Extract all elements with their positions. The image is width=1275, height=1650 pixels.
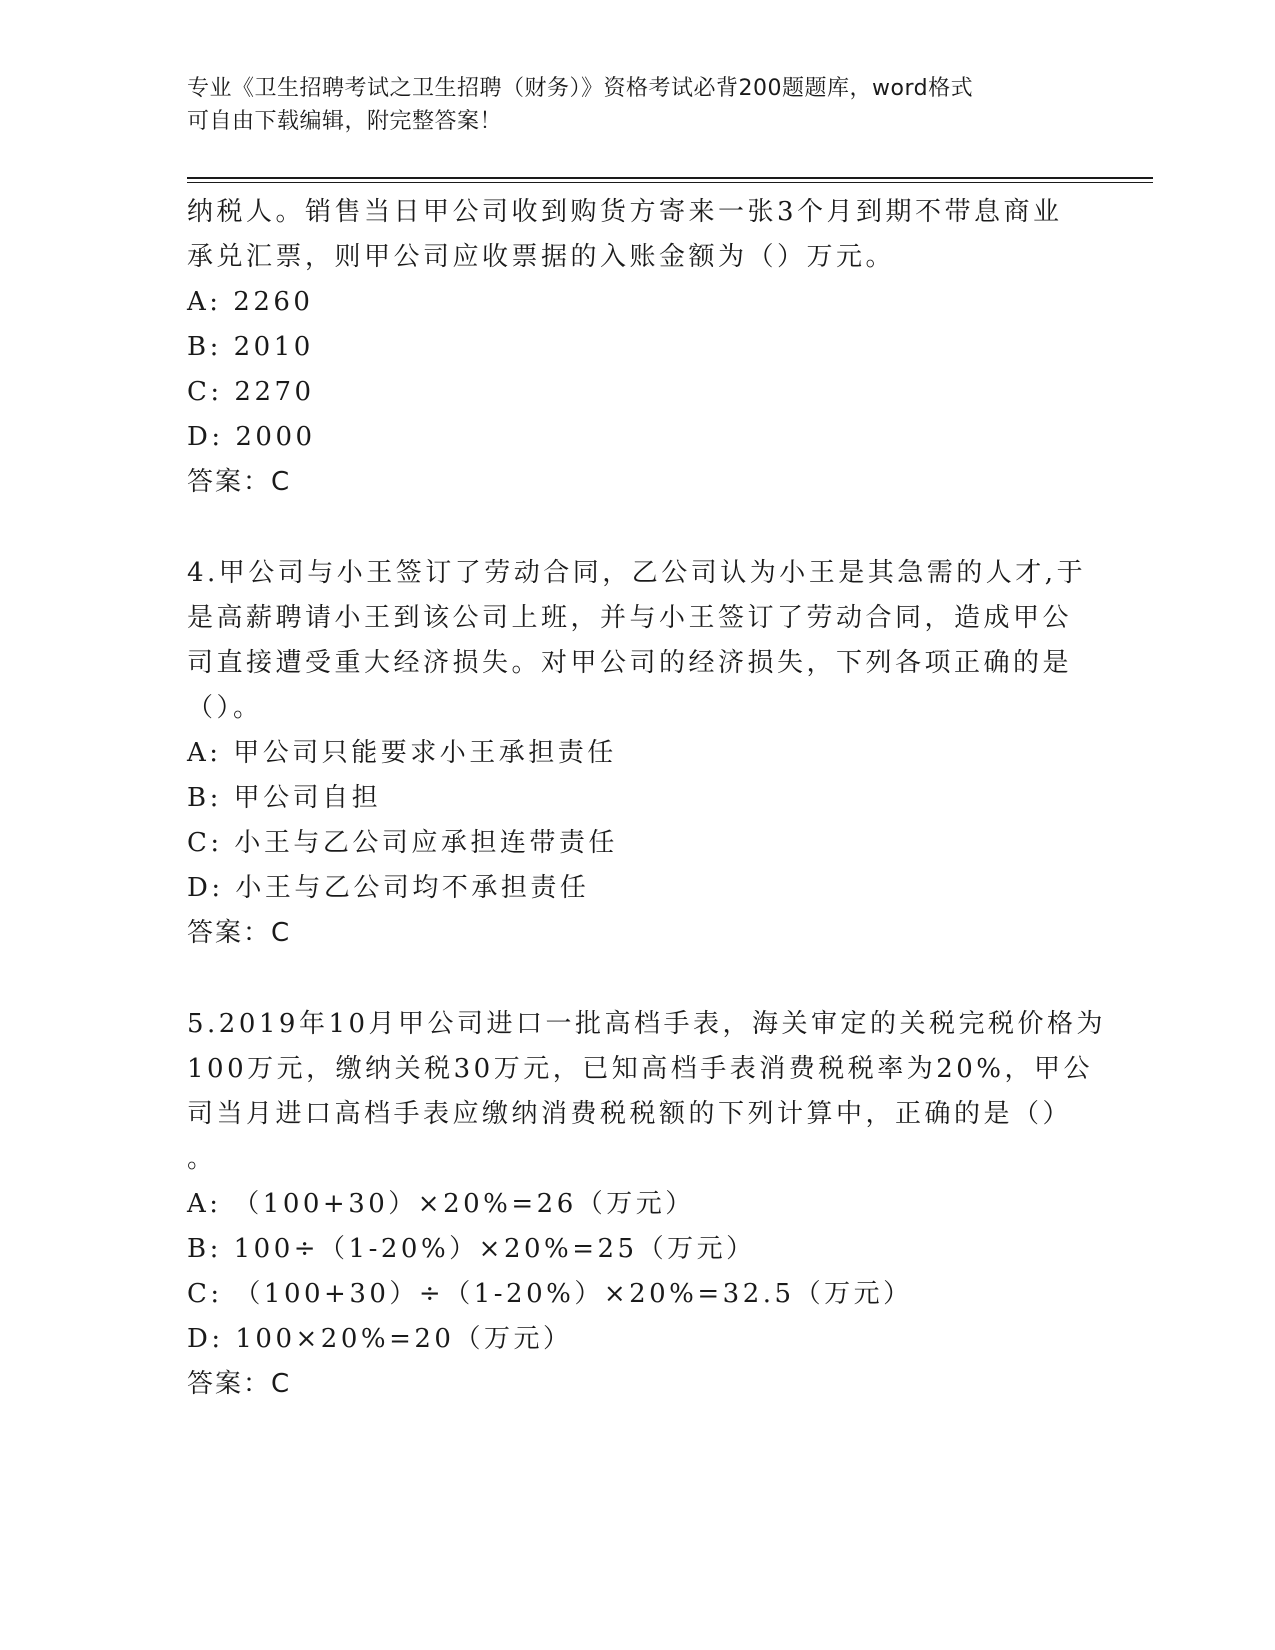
option-b: B: 甲公司自担 — [187, 783, 382, 813]
question-5 — [187, 1002, 1107, 1407]
header-divider-thin — [187, 182, 1153, 183]
question-4 — [187, 551, 1087, 956]
page-header — [187, 72, 1067, 138]
question-stem-line: 司当月进口高档手表应缴纳消费税税额的下列计算中，正确的是（） — [187, 1099, 1073, 1129]
option-d: D: 小王与乙公司均不承担责任 — [187, 873, 590, 903]
option-b: B: 2010 — [187, 332, 314, 362]
question-stem-line: 纳税人。销售当日甲公司收到购货方寄来一张3个月到期不带息商业 — [187, 197, 1063, 227]
option-c: C: 小王与乙公司应承担连带责任 — [187, 828, 618, 858]
option-d: D: 2000 — [187, 422, 316, 452]
spacer — [187, 505, 1087, 551]
header-line-1: 专业《卫生招聘考试之卫生招聘（财务）》资格考试必背200题题库，word格式 — [187, 76, 974, 101]
option-c: C: （100+30）÷（1-20%）×20%=32.5（万元） — [187, 1279, 913, 1309]
option-d: D: 100×20%=20（万元） — [187, 1324, 573, 1354]
question-stem-line: 5.2019年10月甲公司进口一批高档手表，海关审定的关税完税价格为 — [187, 1009, 1107, 1039]
question-list — [187, 190, 1107, 1407]
header-line-2: 可自由下载编辑，附完整答案！ — [187, 109, 503, 134]
option-c: C: 2270 — [187, 377, 315, 407]
option-a: A: 2260 — [187, 287, 314, 317]
question-stem-line: 。 — [187, 1144, 217, 1174]
question-stem-line: 4.甲公司与小王签订了劳动合同，乙公司认为小王是其急需的人才,于 — [187, 558, 1087, 588]
answer-line: 答案：C — [187, 467, 292, 497]
spacer — [187, 956, 1087, 1002]
question-3 — [187, 190, 1087, 505]
option-a: A: （100+30）×20%=26（万元） — [187, 1189, 695, 1219]
option-a: A: 甲公司只能要求小王承担责任 — [187, 738, 617, 768]
answer-line: 答案：C — [187, 918, 292, 948]
option-b: B: 100÷（1-20%）×20%=25（万元） — [187, 1234, 756, 1264]
answer-line: 答案：C — [187, 1369, 292, 1399]
question-stem-line: 承兑汇票，则甲公司应收票据的入账金额为（）万元。 — [187, 242, 896, 272]
question-stem-line: （）。 — [187, 693, 263, 723]
question-stem-line: 司直接遭受重大经济损失。对甲公司的经济损失，下列各项正确的是 — [187, 648, 1073, 678]
header-divider-thick — [187, 177, 1153, 179]
question-stem-line: 是高薪聘请小王到该公司上班，并与小王签订了劳动合同，造成甲公 — [187, 603, 1073, 633]
question-stem-line: 100万元，缴纳关税30万元，已知高档手表消费税税率为20%，甲公 — [187, 1054, 1093, 1084]
